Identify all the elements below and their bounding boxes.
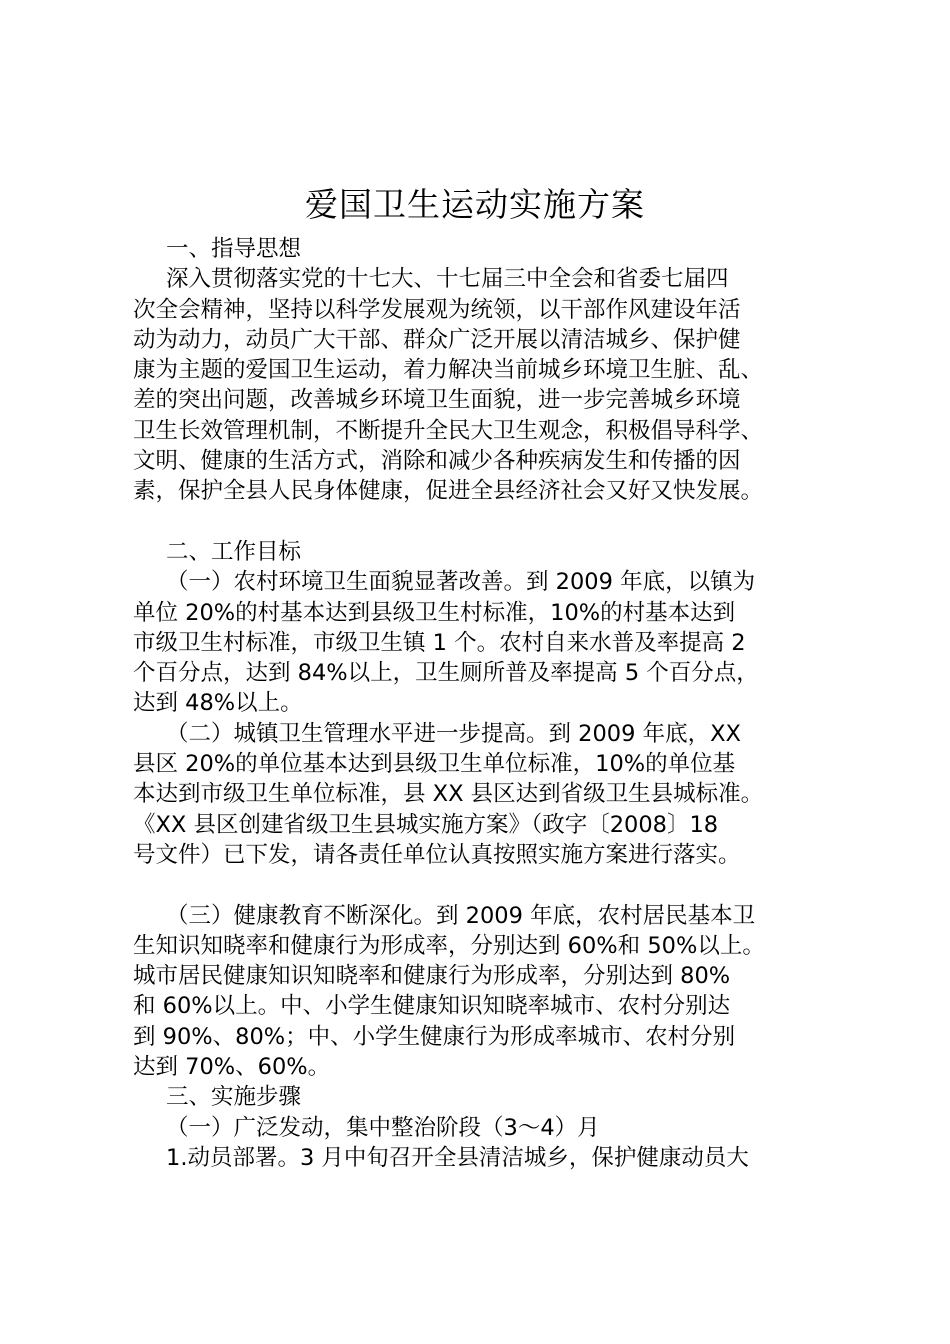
text-line: 二、工作目标: [166, 538, 302, 565]
text-line: 康为主题的爱国卫生运动，着力解决当前城乡环境卫生脏、乱、: [133, 357, 764, 384]
page-title: 爱国卫生运动实施方案: [305, 185, 645, 224]
text-line: （一）农村环境卫生面貌显著改善。到 2009 年底，以镇为: [166, 569, 756, 596]
text-line: 素，保护全县人民身体健康，促进全县经济社会又好又快发展。: [133, 478, 764, 505]
text-line: 本达到市级卫生单位标准，县 XX 县区达到省级卫生县城标准。: [133, 781, 764, 808]
document-body: [133, 234, 843, 1173]
text-line: 达到 70%、60%。: [133, 1054, 331, 1081]
text-line: 个百分点，达到 84%以上，卫生厕所普及率提高 5 个百分点，: [133, 660, 759, 687]
text-line: 动为动力，动员广大干部、群众广泛开展以清洁城乡、保护健: [133, 326, 741, 353]
text-line: 1.动员部署。3 月中旬召开全县清洁城乡，保护健康动员大: [166, 1144, 749, 1171]
text-line: 单位 20%的村基本达到县级卫生村标准，10%的村基本达到: [133, 599, 736, 626]
text-line: 城市居民健康知识知晓率和健康行为形成率，分别达到 80%: [133, 963, 731, 990]
text-line: 差的突出问题，改善城乡环境卫生面貌，进一步完善城乡环境: [133, 387, 741, 414]
text-line: 号文件）已下发，请各责任单位认真按照实施方案进行落实。: [133, 841, 741, 868]
text-line: （一）广泛发动，集中整治阶段（3～4）月: [166, 1114, 600, 1141]
text-line: 三、实施步骤: [166, 1084, 302, 1111]
text-line: 卫生长效管理机制，不断提升全民大卫生观念，积极倡导科学、: [133, 417, 764, 444]
text-line: 文明、健康的生活方式，消除和减少各种疾病发生和传播的因: [133, 448, 741, 475]
text-line: 市级卫生村标准，市级卫生镇 1 个。农村自来水普及率提高 2: [133, 629, 746, 656]
text-line: 生知识知晓率和健康行为形成率，分别达到 60%和 50%以上。: [133, 932, 765, 959]
text-line: （三）健康教育不断深化。到 2009 年底，农村居民基本卫: [166, 902, 756, 929]
text-line: 深入贯彻落实党的十七大、十七届三中全会和省委七届四: [166, 266, 729, 293]
text-line: （二）城镇卫生管理水平进一步提高。到 2009 年底，XX: [166, 720, 741, 747]
blank-line: [133, 507, 843, 537]
text-line: 次全会精神，坚持以科学发展观为统领，以干部作风建设年活: [133, 296, 741, 323]
text-line: 到 90%、80%；中、小学生健康行为形成率城市、农村分别: [133, 1023, 736, 1050]
text-line: 《XX 县区创建省级卫生县城实施方案》（政字〔2008〕18: [133, 811, 719, 838]
text-line: 县区 20%的单位基本达到县级卫生单位标准，10%的单位基: [133, 751, 736, 778]
text-line: 达到 48%以上。: [133, 690, 303, 717]
blank-line: [133, 870, 843, 900]
text-line: 一、指导思想: [166, 236, 302, 262]
text-line: 和 60%以上。中、小学生健康知识知晓率城市、农村分别达: [133, 993, 731, 1020]
